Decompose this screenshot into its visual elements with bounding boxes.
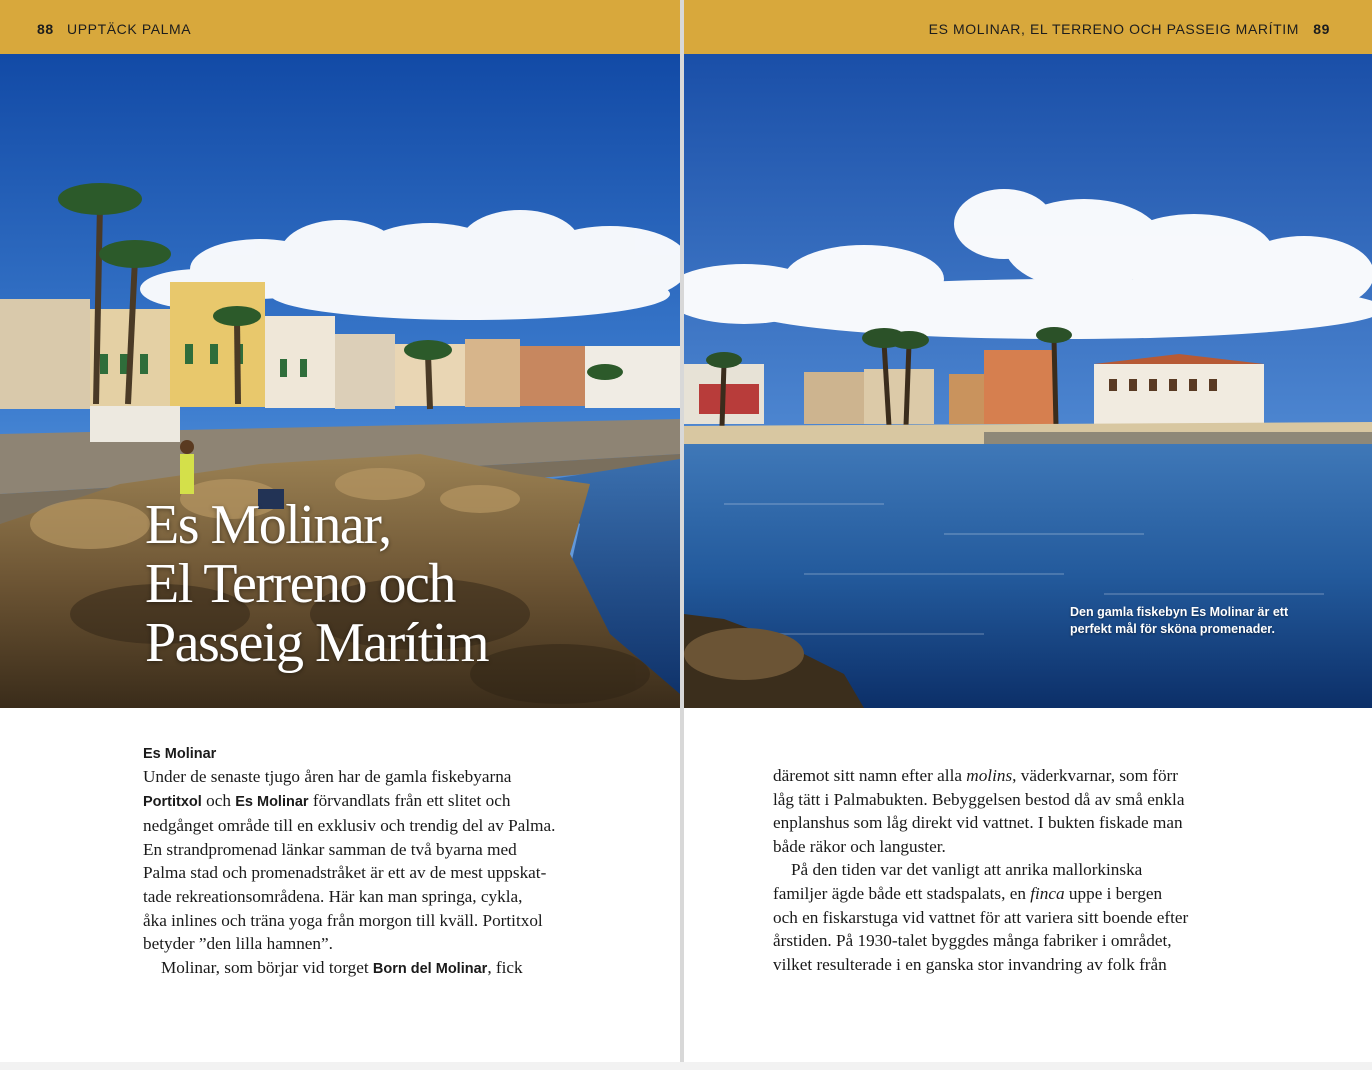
text-line: årstiden. På 1930-talet byggdes många fabriker i området, xyxy=(773,931,1172,951)
text-line: både räkor och languster. xyxy=(773,836,946,856)
caption-line: perfekt mål för sköna promenader. xyxy=(1070,622,1275,636)
title-line: Passeig Marítim xyxy=(145,612,489,674)
place-name: Portitxol xyxy=(143,793,202,810)
text-line: åka inlines och träna yoga från morgon till kväll. Portitxol xyxy=(143,910,543,930)
text-line: enplanshus som låg direkt vid vattnet. I bukten fiskade man xyxy=(773,813,1183,833)
text-line: låg tätt i Palmabukten. Bebyggelsen bestod då av små enkla xyxy=(773,789,1185,809)
text-line: vilket resulterade i en ganska stor invandring av folk från xyxy=(773,954,1167,974)
text-line: familjer ägde både ett stadspalats, en finca uppe i bergen xyxy=(773,883,1163,903)
body-text-column xyxy=(773,764,1243,976)
text-line: Molinar, som börjar vid torget Born del Molinar, fick xyxy=(161,957,523,977)
page-number: 88 xyxy=(37,21,54,37)
title-line: El Terreno och xyxy=(145,553,455,615)
place-name: Es Molinar xyxy=(235,793,309,810)
title-line: Es Molinar, xyxy=(145,494,391,556)
text-line: På den tiden var det vanligt att anrika mallorkinska xyxy=(791,860,1143,880)
running-head: ES MOLINAR, EL TERRENO OCH PASSEIG MARÍTIM xyxy=(928,21,1299,37)
italic-term: finca xyxy=(1030,883,1065,903)
page-number: 89 xyxy=(1313,21,1330,37)
page-header xyxy=(0,0,680,54)
left-page xyxy=(0,0,680,1062)
caption-line: Den gamla fiskebyn Es Molinar är ett xyxy=(1070,605,1289,619)
body-text-column xyxy=(143,744,613,981)
text-line: nedgånget område till en exklusiv och trendig del av Palma. xyxy=(143,816,556,836)
text-line: Portitxol och Es Molinar förvandlats från ett slitet och xyxy=(143,790,511,810)
text-line: däremot sitt namn efter alla molins, väderkvarnar, som förr xyxy=(773,766,1179,785)
text-line: En strandpromenad länkar samman de två byarna med xyxy=(143,839,517,859)
page-header xyxy=(684,0,1372,54)
text-line: Under de senaste tjugo åren har de gamla fiskebyarna xyxy=(143,767,512,786)
chapter-title xyxy=(145,496,488,673)
text-line: betyder ”den lilla hamnen”. xyxy=(143,934,333,954)
italic-term: molins xyxy=(966,766,1013,785)
running-head: UPPTÄCK PALMA xyxy=(67,21,192,37)
photo-caption xyxy=(1070,604,1330,638)
subheading: Es Molinar xyxy=(143,746,217,762)
text-line: tade rekreationsområdena. Här kan man springa, cykla, xyxy=(143,886,523,906)
place-name: Born del Molinar xyxy=(372,960,488,977)
right-page xyxy=(684,0,1372,1062)
text-line: och en fiskarstuga vid vattnet för att variera sitt boende efter xyxy=(773,907,1189,927)
text-line: Palma stad och promenadstråket är ett av de mest uppskat- xyxy=(143,863,547,883)
